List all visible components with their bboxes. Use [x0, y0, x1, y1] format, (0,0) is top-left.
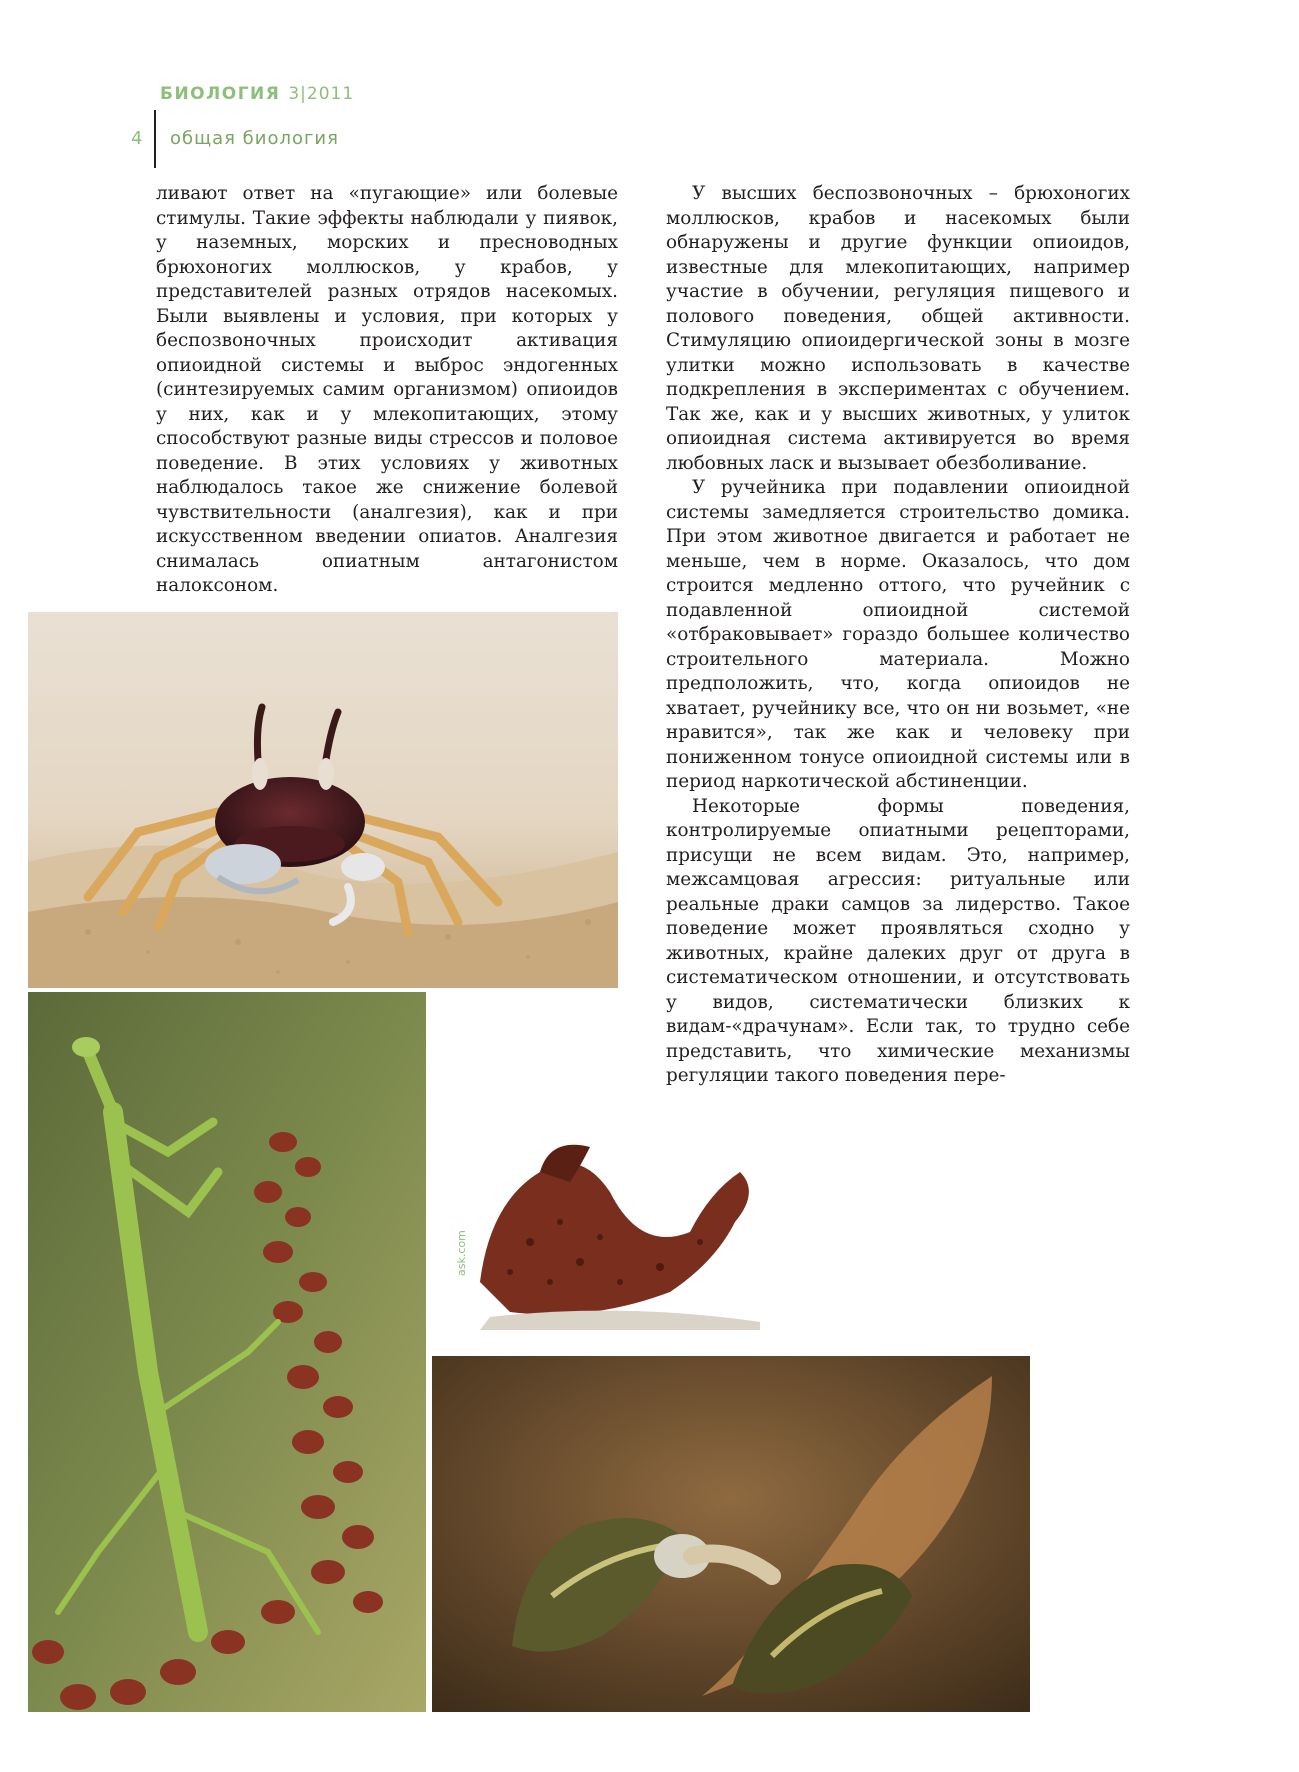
magazine-name: БИОЛОГИЯ [160, 84, 281, 104]
right-paragraph: Некоторые формы поведения, контролируемые опиатными рецепторами, присущи не всем видам. Это, например, межсамцовая агрессия: ритуальные или реальные драки самцов за лидерство. Такое поведение может проявляться сходно у животных, крайне далеких друг от друга в систематическом отношении, и отсутствовать у видов, систематически близких к видам-«драчунам». Если так, то трудно себе представить, что химические механизмы регуляции такого поведения пере- [666, 795, 1130, 1086]
photo-credit: ask.com [455, 1230, 468, 1276]
issue-number: 3|2011 [288, 84, 355, 104]
snails-photo [432, 1356, 1030, 1712]
right-paragraph: У ручейника при подавлении опиоидной системы замедляется строительство домика. При этом животное двигается и работает не меньше, чем в норме. Оказалось, что дом строится медленно оттого, что ручейник с подавленной опиоидной системой «отбраковывает» гораздо большее количество строительного материала. Можно предположить, что, когда опиоидов не хватает, ручейнику все, что он ни возьмет, «не нравится», так же как и человеку при пониженном тонусе опиоидной системы или в период наркотической абстиненции. [666, 477, 1130, 792]
crab-photo [28, 612, 618, 988]
sea-slug-photo [470, 1132, 770, 1330]
mantis-photo [28, 992, 426, 1712]
section-title: общая биология [170, 128, 339, 149]
right-paragraph: У высших беспозвоночных – брюхоногих моллюсков, крабов и насекомых были обнаружены и другие функции опиоидов, известные для млекопитающих, например участие в обучении, регуляция пищевого и полового поведения, общей активности. Стимуляцию опиоидергической зоны в мозге улитки можно использовать в качестве подкрепления в экспериментах с обучением. Так же, как и у высших животных, у улиток опиоидная система активируется во время любовных ласк и вызывает обезболивание. [666, 183, 1130, 474]
page-number: 4 [131, 128, 143, 149]
right-column [666, 182, 1130, 1089]
magazine-title [160, 84, 354, 104]
left-column [156, 182, 618, 599]
header-divider [154, 110, 156, 168]
left-paragraph: ливают ответ на «пугающие» или болевые стимулы. Такие эффекты наблюдали у пиявок, у наземных, морских и пресноводных брюхоногих моллюсков, у крабов, у представителей разных отрядов насекомых. Были выявлены и условия, при которых у беспозвоночных происходит активация опиоидной системы и выброс эндогенных (синтезируемых самим организмом) опиоидов у них, как и у млекопитающих, этому способствуют разные виды стрессов и половое поведение. В этих условиях у животных наблюдалось такое же снижение болевой чувствительности (аналгезия), как и при искусственном введении опиатов. Аналгезия снималась опиатным антагонистом налоксоном. [156, 183, 618, 596]
